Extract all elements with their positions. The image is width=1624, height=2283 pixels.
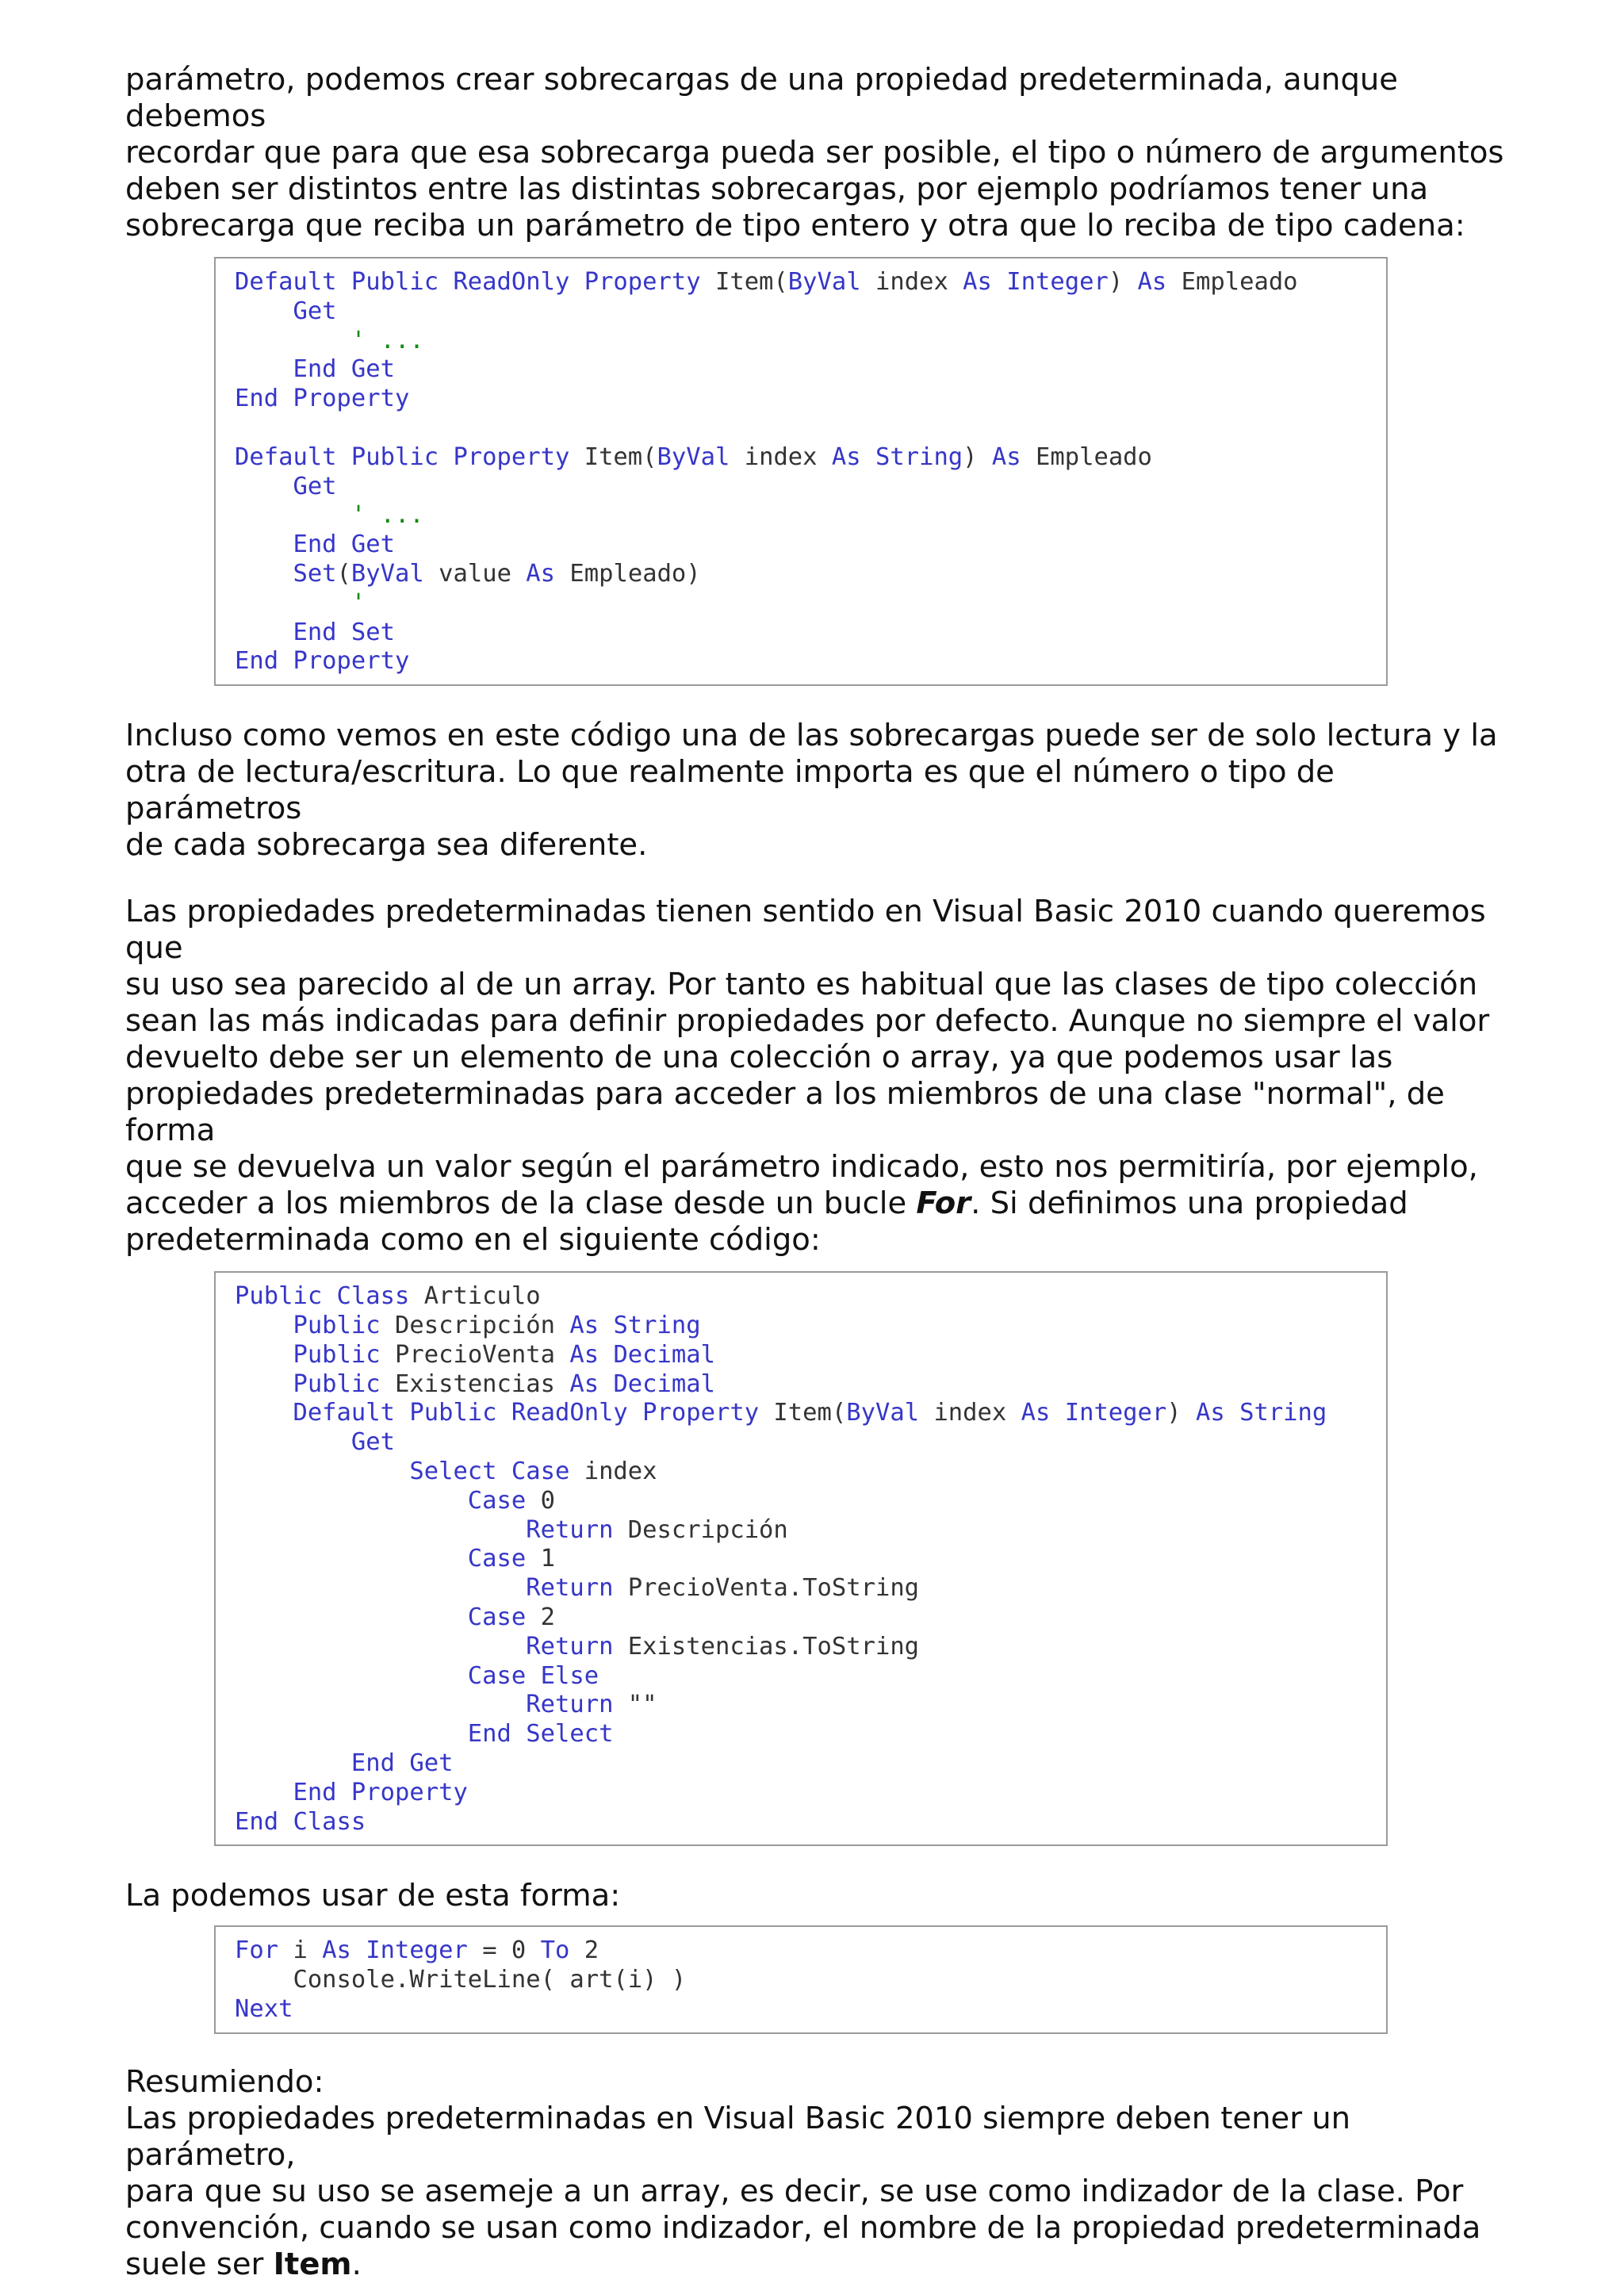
code-line bbox=[235, 1545, 1386, 1574]
code-text: Descripción bbox=[395, 1311, 570, 1339]
code-keyword: End Get bbox=[235, 531, 395, 559]
code-text: Existencias.ToString bbox=[627, 1632, 920, 1661]
code-text: PrecioVenta.ToString bbox=[627, 1574, 920, 1603]
code-line bbox=[235, 1428, 1386, 1458]
code-line bbox=[235, 647, 1386, 676]
code-keyword: End Class bbox=[235, 1807, 366, 1836]
code-keyword: End Get bbox=[235, 355, 395, 384]
code-keyword: As String bbox=[569, 1311, 701, 1339]
code-text: Console.WriteLine( art(i) ) bbox=[235, 1966, 687, 1994]
item-bold: Item bbox=[273, 2246, 352, 2282]
code-line bbox=[235, 1574, 1386, 1603]
paragraph-default-properties bbox=[125, 894, 1505, 1258]
code-keyword: End Property bbox=[235, 647, 410, 676]
code-comment: ' ... bbox=[235, 501, 424, 530]
code-line bbox=[235, 1312, 1386, 1341]
code-line bbox=[235, 1341, 1386, 1370]
code-line bbox=[235, 1487, 1386, 1516]
code-keyword: As Decimal bbox=[569, 1340, 715, 1369]
code-keyword: Get bbox=[235, 472, 337, 500]
code-line bbox=[235, 531, 1386, 560]
code-text: Item( bbox=[773, 1399, 847, 1427]
code-text: ) bbox=[1108, 268, 1138, 296]
code-line bbox=[235, 327, 1386, 356]
code-line bbox=[235, 1370, 1386, 1400]
code-line bbox=[235, 1936, 1386, 1966]
code-line bbox=[235, 1808, 1386, 1837]
code-text: Empleado bbox=[1166, 268, 1298, 296]
code-keyword: Get bbox=[235, 297, 337, 325]
code-text: 2 bbox=[584, 1936, 599, 1965]
code-text: 2 bbox=[540, 1603, 555, 1631]
code-text: Empleado) bbox=[555, 559, 701, 588]
document-page bbox=[125, 62, 1505, 2283]
code-text: index bbox=[584, 1457, 657, 1485]
code-keyword: Default Public Property bbox=[235, 442, 584, 471]
code-text: value bbox=[423, 559, 527, 588]
code-keyword: As bbox=[526, 559, 556, 588]
paragraph-usage-intro: La podemos usar de esta forma: bbox=[125, 1878, 621, 1914]
code-keyword: End Select bbox=[235, 1720, 614, 1749]
paragraph-overloads: parámetro, podemos crear sobrecargas de una propiedad predeterminada, aunque debemos recordar que para que esa sobrecarga pueda ser posible, el tipo o número de argumentos deben ser distintos entre las distintas sobrecargas, por ejemplo podríamos tener una sobrecarga que reciba un parámetro de tipo entero y otra que lo reciba de tipo cadena: bbox=[125, 62, 1504, 243]
code-keyword: End Property bbox=[235, 385, 410, 413]
code-line bbox=[235, 443, 1386, 473]
code-keyword: Public bbox=[235, 1311, 395, 1339]
code-keyword: Return bbox=[235, 1632, 628, 1661]
code-line bbox=[235, 1779, 1386, 1808]
code-block-for-loop bbox=[214, 1925, 1388, 2033]
code-line bbox=[235, 560, 1386, 589]
code-keyword: Public bbox=[235, 1369, 395, 1398]
code-keyword: Select Case bbox=[235, 1457, 584, 1485]
code-line bbox=[235, 1720, 1386, 1749]
code-line bbox=[235, 414, 1386, 443]
code-keyword: As String bbox=[831, 442, 963, 471]
code-keyword: Case bbox=[235, 1545, 541, 1573]
code-text: 1 bbox=[540, 1545, 555, 1573]
code-keyword: As bbox=[991, 442, 1021, 471]
code-keyword: ByVal bbox=[787, 268, 861, 296]
code-keyword: To bbox=[540, 1936, 584, 1965]
paragraph-default-properties-b: . Si definimos una propiedad predeterminada como en el siguiente código: bbox=[125, 1186, 1408, 1258]
code-line bbox=[235, 1282, 1386, 1312]
code-comment: ' ... bbox=[235, 326, 424, 354]
code-keyword: Public Class bbox=[235, 1282, 424, 1311]
code-text: ( bbox=[336, 559, 351, 588]
code-keyword: Default Public ReadOnly Property bbox=[235, 1399, 774, 1427]
code-line bbox=[235, 1662, 1386, 1691]
code-text: "" bbox=[627, 1691, 657, 1719]
code-text: Empleado bbox=[1021, 442, 1152, 471]
code-text: Articulo bbox=[423, 1282, 541, 1311]
code-keyword: Case bbox=[235, 1603, 541, 1631]
code-keyword: End Property bbox=[235, 1778, 468, 1806]
code-keyword: ByVal bbox=[846, 1399, 920, 1427]
code-block-overloads bbox=[214, 257, 1388, 686]
code-keyword: For bbox=[235, 1936, 293, 1965]
code-line bbox=[235, 268, 1386, 297]
code-keyword: As bbox=[1137, 268, 1167, 296]
code-keyword: Set bbox=[235, 559, 337, 588]
paragraph-default-properties-a: Las propiedades predeterminadas tienen sentido en Visual Basic 2010 cuando queremos que su uso sea parecido al de un array. Por tanto es habitual que las clases de tipo colección sean las más indicadas para definir propiedades por defecto. Aunque no siempre el valor devuelto debe ser un elemento de una colección o array, ya que podemos usar las propiedades predeterminadas para acceder a los miembros de una clase "normal", de forma que se devuelva un valor según el parámetro indicado, esto nos permitiría, por ejemplo, acceder a los miembros de la clase desde un bucle bbox=[125, 894, 1490, 1222]
code-keyword: Return bbox=[235, 1574, 628, 1603]
code-text: Existencias bbox=[395, 1369, 570, 1398]
code-line bbox=[235, 1399, 1386, 1428]
code-keyword: Get bbox=[235, 1428, 395, 1457]
code-line bbox=[235, 1603, 1386, 1633]
code-comment: ' bbox=[235, 588, 366, 617]
code-line bbox=[235, 385, 1386, 414]
code-keyword: Return bbox=[235, 1691, 628, 1719]
code-text: = 0 bbox=[482, 1936, 541, 1965]
code-keyword: As Integer bbox=[322, 1936, 483, 1965]
code-text: Descripción bbox=[627, 1515, 788, 1544]
paragraph-summary-end: . bbox=[351, 2246, 362, 2282]
code-text: index bbox=[919, 1399, 1021, 1427]
code-line bbox=[235, 1633, 1386, 1662]
code-keyword: ByVal bbox=[350, 559, 424, 588]
code-text: 0 bbox=[540, 1486, 555, 1515]
code-line bbox=[235, 619, 1386, 648]
code-text: Item( bbox=[584, 442, 657, 471]
code-line bbox=[235, 1516, 1386, 1546]
code-keyword: End Get bbox=[235, 1749, 454, 1777]
code-line bbox=[235, 1966, 1386, 1995]
code-keyword: As Integer bbox=[963, 268, 1109, 296]
code-line bbox=[235, 501, 1386, 531]
paragraph-summary bbox=[125, 2064, 1505, 2283]
code-keyword: As String bbox=[1196, 1399, 1327, 1427]
code-text: i bbox=[293, 1936, 323, 1965]
code-line bbox=[235, 1691, 1386, 1720]
code-line bbox=[235, 297, 1386, 327]
code-line bbox=[235, 589, 1386, 619]
code-keyword: Public bbox=[235, 1340, 395, 1369]
code-keyword: Return bbox=[235, 1515, 628, 1544]
code-keyword: As Decimal bbox=[569, 1369, 715, 1398]
code-line bbox=[235, 1458, 1386, 1487]
code-keyword: As Integer bbox=[1021, 1399, 1167, 1427]
code-keyword: End Set bbox=[235, 618, 395, 646]
code-text: index bbox=[730, 442, 832, 471]
code-line bbox=[235, 1749, 1386, 1779]
code-line bbox=[235, 355, 1386, 385]
code-line bbox=[235, 1995, 1386, 2024]
keyword-for-emphasis: For bbox=[916, 1186, 971, 1222]
paragraph-summary-a: Resumiendo: Las propiedades predeterminadas en Visual Basic 2010 siempre deben tener un parámetro, para que su uso se asemeje a un array, es decir, se use como indizador de la clase. Por convención, cuando se usan como indizador, el nombre de la propiedad predeterminada suele ser bbox=[125, 2063, 1481, 2282]
code-keyword: Next bbox=[235, 1994, 293, 2023]
code-keyword: Case bbox=[235, 1486, 541, 1515]
code-keyword: Case Else bbox=[235, 1661, 599, 1690]
code-text: ) bbox=[963, 442, 992, 471]
code-keyword: Default Public ReadOnly Property bbox=[235, 268, 715, 296]
paragraph-readonly-note: Incluso como vemos en este código una de las sobrecargas puede ser de solo lectura y la otra de lectura/escritura. Lo que realmente importa es que el número o tipo de parámetros de cada sobrecarga sea diferente. bbox=[125, 718, 1498, 864]
code-keyword: ByVal bbox=[657, 442, 730, 471]
code-text: ) bbox=[1166, 1399, 1196, 1427]
code-text: Item( bbox=[714, 268, 788, 296]
code-block-articulo-class bbox=[214, 1271, 1388, 1846]
code-line bbox=[235, 473, 1386, 502]
code-text: index bbox=[860, 268, 963, 296]
code-text: PrecioVenta bbox=[395, 1340, 570, 1369]
